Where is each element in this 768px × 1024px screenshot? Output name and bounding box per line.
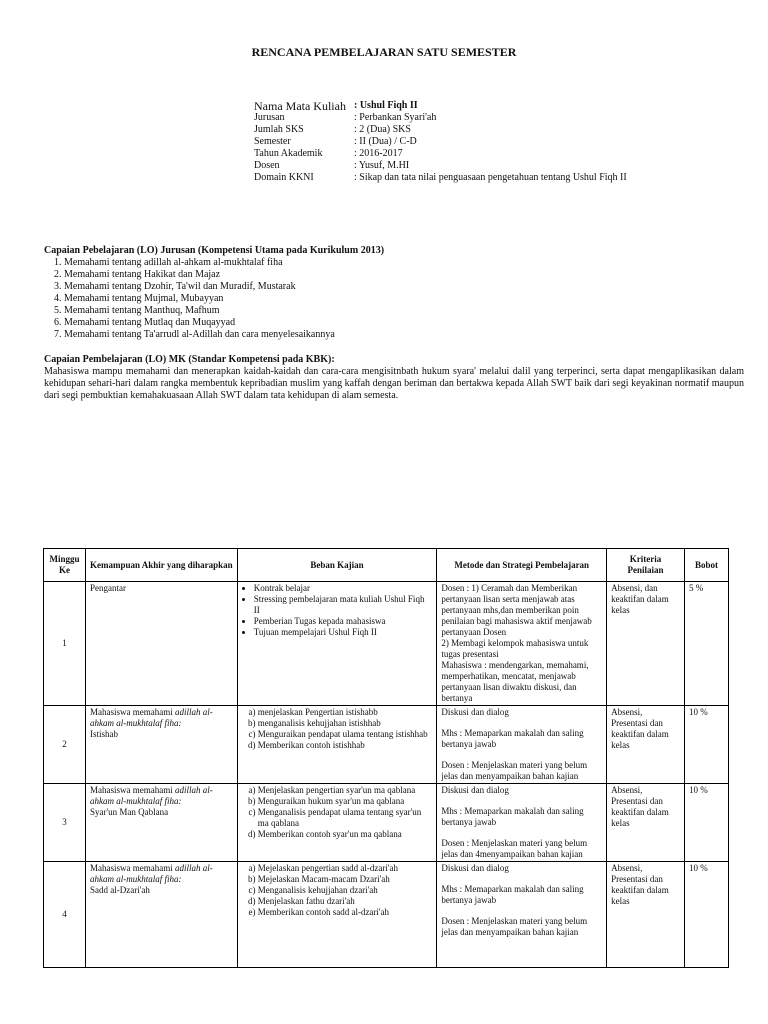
method-line: Dosen : Menjelaskan materi yang belum jelas dan menyampaikan bahan kajian [441, 916, 588, 937]
week-number: 1 [44, 582, 86, 706]
rps-table [43, 548, 729, 968]
learning-outcome [85, 862, 237, 968]
method-line: Mhs : Memaparkan makalah dan saling bertanya jawab [441, 884, 584, 905]
method [437, 582, 607, 706]
lo-item: 5. Memahami tentang Manthuq, Mafhum [64, 305, 744, 317]
page-title: RENCANA PEMBELAJARAN SATU SEMESTER [251, 45, 517, 59]
info-value: : 2 (Dua) SKS [354, 124, 411, 135]
method-line: Diskusi dan dialog [441, 707, 509, 717]
info-row [254, 172, 627, 184]
lo-item: 6. Memahami tentang Mutlaq dan Muqayyad [64, 317, 744, 329]
study-load [237, 784, 437, 862]
outcome-prefix: Mahasiswa memahami [89, 863, 175, 873]
info-row [254, 100, 627, 112]
study-load-item: c. Menganalisis pendapat ulama tentang syar'un ma qablana [258, 807, 433, 829]
info-key: Jumlah SKS [254, 124, 304, 135]
lo-mk-section [44, 354, 744, 402]
method-line: Mhs : Memaparkan makalah dan saling bertanya jawab [441, 728, 584, 749]
info-row [254, 112, 627, 124]
outcome-italic: adillah al-ahkam al-mukhtalaf fiha: [89, 863, 213, 884]
learning-outcome [85, 706, 237, 784]
assessment-criteria: Absensi, Presentasi dan keaktifan dalam kelas [607, 862, 685, 968]
info-key: Dosen [254, 160, 280, 171]
study-load-item: d. Memberikan contoh syar'un ma qablana [258, 829, 433, 840]
column-header: Kriteria Penilaian [607, 549, 685, 582]
info-row [254, 136, 627, 148]
method-line: Mahasiswa : mendengarkan, memahami, memperhatikan, mencatat, menjawab pertanyaan lisan diwaktu diskusi, dan bertanya [441, 660, 589, 703]
lo-item: 2. Memahami tentang Hakikat dan Majaz [64, 269, 744, 281]
lo-mk-text: Mahasiswa mampu memahami dan menerapkan kaidah-kaidah dan cara-cara mengisitnbath hukum syara' melalui dalil yang terperinci, serta dapat mengaplikasikan dalam kehidupan sehari-hari dalam rangka membentuk kepribadian muslim yang kaffah dengan beriman dan bertakwa kepada Allah SWT baik dari segi keyakinan normatif maupun dari segi pembuktian kemahakuasaan Allah SWT dalam tata kehidupan di alam semesta. [44, 366, 744, 401]
week-number: 2 [44, 706, 86, 784]
study-load-item: a. menjelaskan Pengertian istishabb [258, 707, 433, 718]
table-row [44, 706, 729, 784]
learning-outcome [85, 784, 237, 862]
info-key: Domain KKNI [254, 172, 314, 183]
info-row [254, 124, 627, 136]
study-load-item: • Kontrak belajar [254, 583, 433, 594]
outcome-prefix: Mahasiswa memahami [89, 785, 175, 795]
lo-item: 7. Memahami tentang Ta'arrudl al-Adillah dan cara menyelesaikannya [64, 329, 744, 341]
method-line: Dosen : Menjelaskan materi yang belum jelas dan 4menyampaikan bahan kajian [441, 838, 588, 859]
lo-jurusan-heading: Capaian Pebelajaran (LO) Jurusan (Kompetensi Utama pada Kurikulum 2013) [44, 245, 385, 256]
week-number: 4 [44, 862, 86, 968]
lo-mk-heading: Capaian Pembelajaran (LO) MK (Standar Kompetensi pada KBK): [44, 354, 335, 365]
table-row [44, 862, 729, 968]
study-load-item: a. Menjelaskan pengertian syar'un ma qablana [258, 785, 433, 796]
study-load-item: c. Menguraikan pendapat ulama tentang istishhab [258, 729, 433, 740]
lo-item: 4. Memahami tentang Mujmal, Mubayyan [64, 293, 744, 305]
study-load-item: • Pemberian Tugas kepada mahasiswa [254, 616, 433, 627]
study-load-list [242, 583, 433, 638]
info-key: Semester [254, 136, 291, 147]
assessment-criteria: Absensi, Presentasi dan keaktifan dalam kelas [607, 784, 685, 862]
lo-item: 1. Memahami tentang adillah al-ahkam al-mukhtalaf fiha [64, 257, 744, 269]
study-load [237, 706, 437, 784]
outcome-italic: adillah al-ahkam al-mukhtalaf fiha: [89, 707, 213, 728]
outcome-topic: Syar'un Man Qablana [89, 807, 169, 817]
info-value: : Perbankan Syari'ah [354, 112, 437, 123]
info-key: Jurusan [254, 112, 285, 123]
info-value: : Yusuf, M.HI [354, 160, 410, 171]
lo-item: 3. Memahami tentang Dzohir, Ta'wil dan Muradif, Mustarak [64, 281, 744, 293]
weight: 10 % [684, 706, 728, 784]
week-number: 3 [44, 784, 86, 862]
method-line: Mhs : Memaparkan makalah dan saling bertanya jawab [441, 806, 584, 827]
outcome-topic: Istishab [89, 729, 118, 739]
weight: 5 % [684, 582, 728, 706]
study-load-item: b. menganalisis kehujjahan istishhab [258, 718, 433, 729]
lo-jurusan-list [44, 257, 744, 341]
outcome-italic: adillah al-ahkam al-mukhtalaf fiha: [89, 785, 213, 806]
study-load [237, 582, 437, 706]
method [437, 706, 607, 784]
weight: 10 % [684, 784, 728, 862]
method-line: 2) Membagi kelompok mahasiswa untuk tugas presentasi [441, 638, 589, 659]
study-load-item: e. Memberikan contoh sadd al-dzari'ah [258, 907, 433, 918]
study-load-item: d. Memberikan contoh istishhab [258, 740, 433, 751]
study-load-list [242, 707, 433, 751]
table-row [44, 582, 729, 706]
study-load-item: • Stressing pembelajaran mata kuliah Ushul Fiqh II [254, 594, 433, 616]
study-load-list [242, 785, 433, 840]
study-load-item: • Tujuan mempelajari Ushul Fiqh II [254, 627, 433, 638]
weight: 10 % [684, 862, 728, 968]
assessment-criteria: Absensi, Presentasi dan keaktifan dalam kelas [607, 706, 685, 784]
lo-jurusan-section [44, 245, 744, 341]
study-load-list [242, 863, 433, 918]
study-load-item: d. Menjelaskan fathu dzari'ah [258, 896, 433, 907]
info-value: : 2016-2017 [354, 148, 403, 159]
method-line: Diskusi dan dialog [441, 863, 509, 873]
info-value: : II (Dua) / C-D [354, 136, 417, 147]
outcome-topic: Sadd al-Dzari'ah [89, 885, 150, 895]
learning-outcome [85, 582, 237, 706]
study-load-item: b. Mejelaskan Macam-macam Dzari'ah [258, 874, 433, 885]
table-row [44, 784, 729, 862]
column-header: Beban Kajian [237, 549, 437, 582]
column-header: Kemampuan Akhir yang diharapkan [85, 549, 237, 582]
info-row [254, 160, 627, 172]
method [437, 784, 607, 862]
course-info [254, 100, 627, 184]
info-value: : Sikap dan tata nilai penguasaan pengetahuan tentang Ushul Fiqh II [354, 172, 627, 183]
study-load-item: c. Menganalisis kehujjahan dzari'ah [258, 885, 433, 896]
info-value: : Ushul Fiqh II [354, 100, 418, 111]
outcome-prefix: Pengantar [89, 583, 126, 593]
study-load [237, 862, 437, 968]
method-line: Dosen : Menjelaskan materi yang belum jelas dan menyampaikan bahan kajian [441, 760, 588, 781]
column-header: Bobot [684, 549, 728, 582]
info-row [254, 148, 627, 160]
info-key: Tahun Akademik [254, 148, 323, 159]
assessment-criteria: Absensi, dan keaktifan dalam kelas [607, 582, 685, 706]
info-key: Nama Mata Kuliah [254, 99, 346, 113]
method-line: Dosen : 1) Ceramah dan Memberikan pertanyaan lisan serta menjawab atas pertanyaan mhs,dan memberikan poin penilaian bagi mahasiswa aktif menjawab pertanyaan Dosen [441, 583, 592, 637]
method [437, 862, 607, 968]
method-line: Diskusi dan dialog [441, 785, 509, 795]
column-header: Minggu Ke [44, 549, 86, 582]
study-load-item: a. Mejelaskan pengertian sadd al-dzari'ah [258, 863, 433, 874]
study-load-item: b. Menguraikan hukum syar'un ma qablana [258, 796, 433, 807]
column-header: Metode dan Strategi Pembelajaran [437, 549, 607, 582]
outcome-prefix: Mahasiswa memahami [89, 707, 175, 717]
